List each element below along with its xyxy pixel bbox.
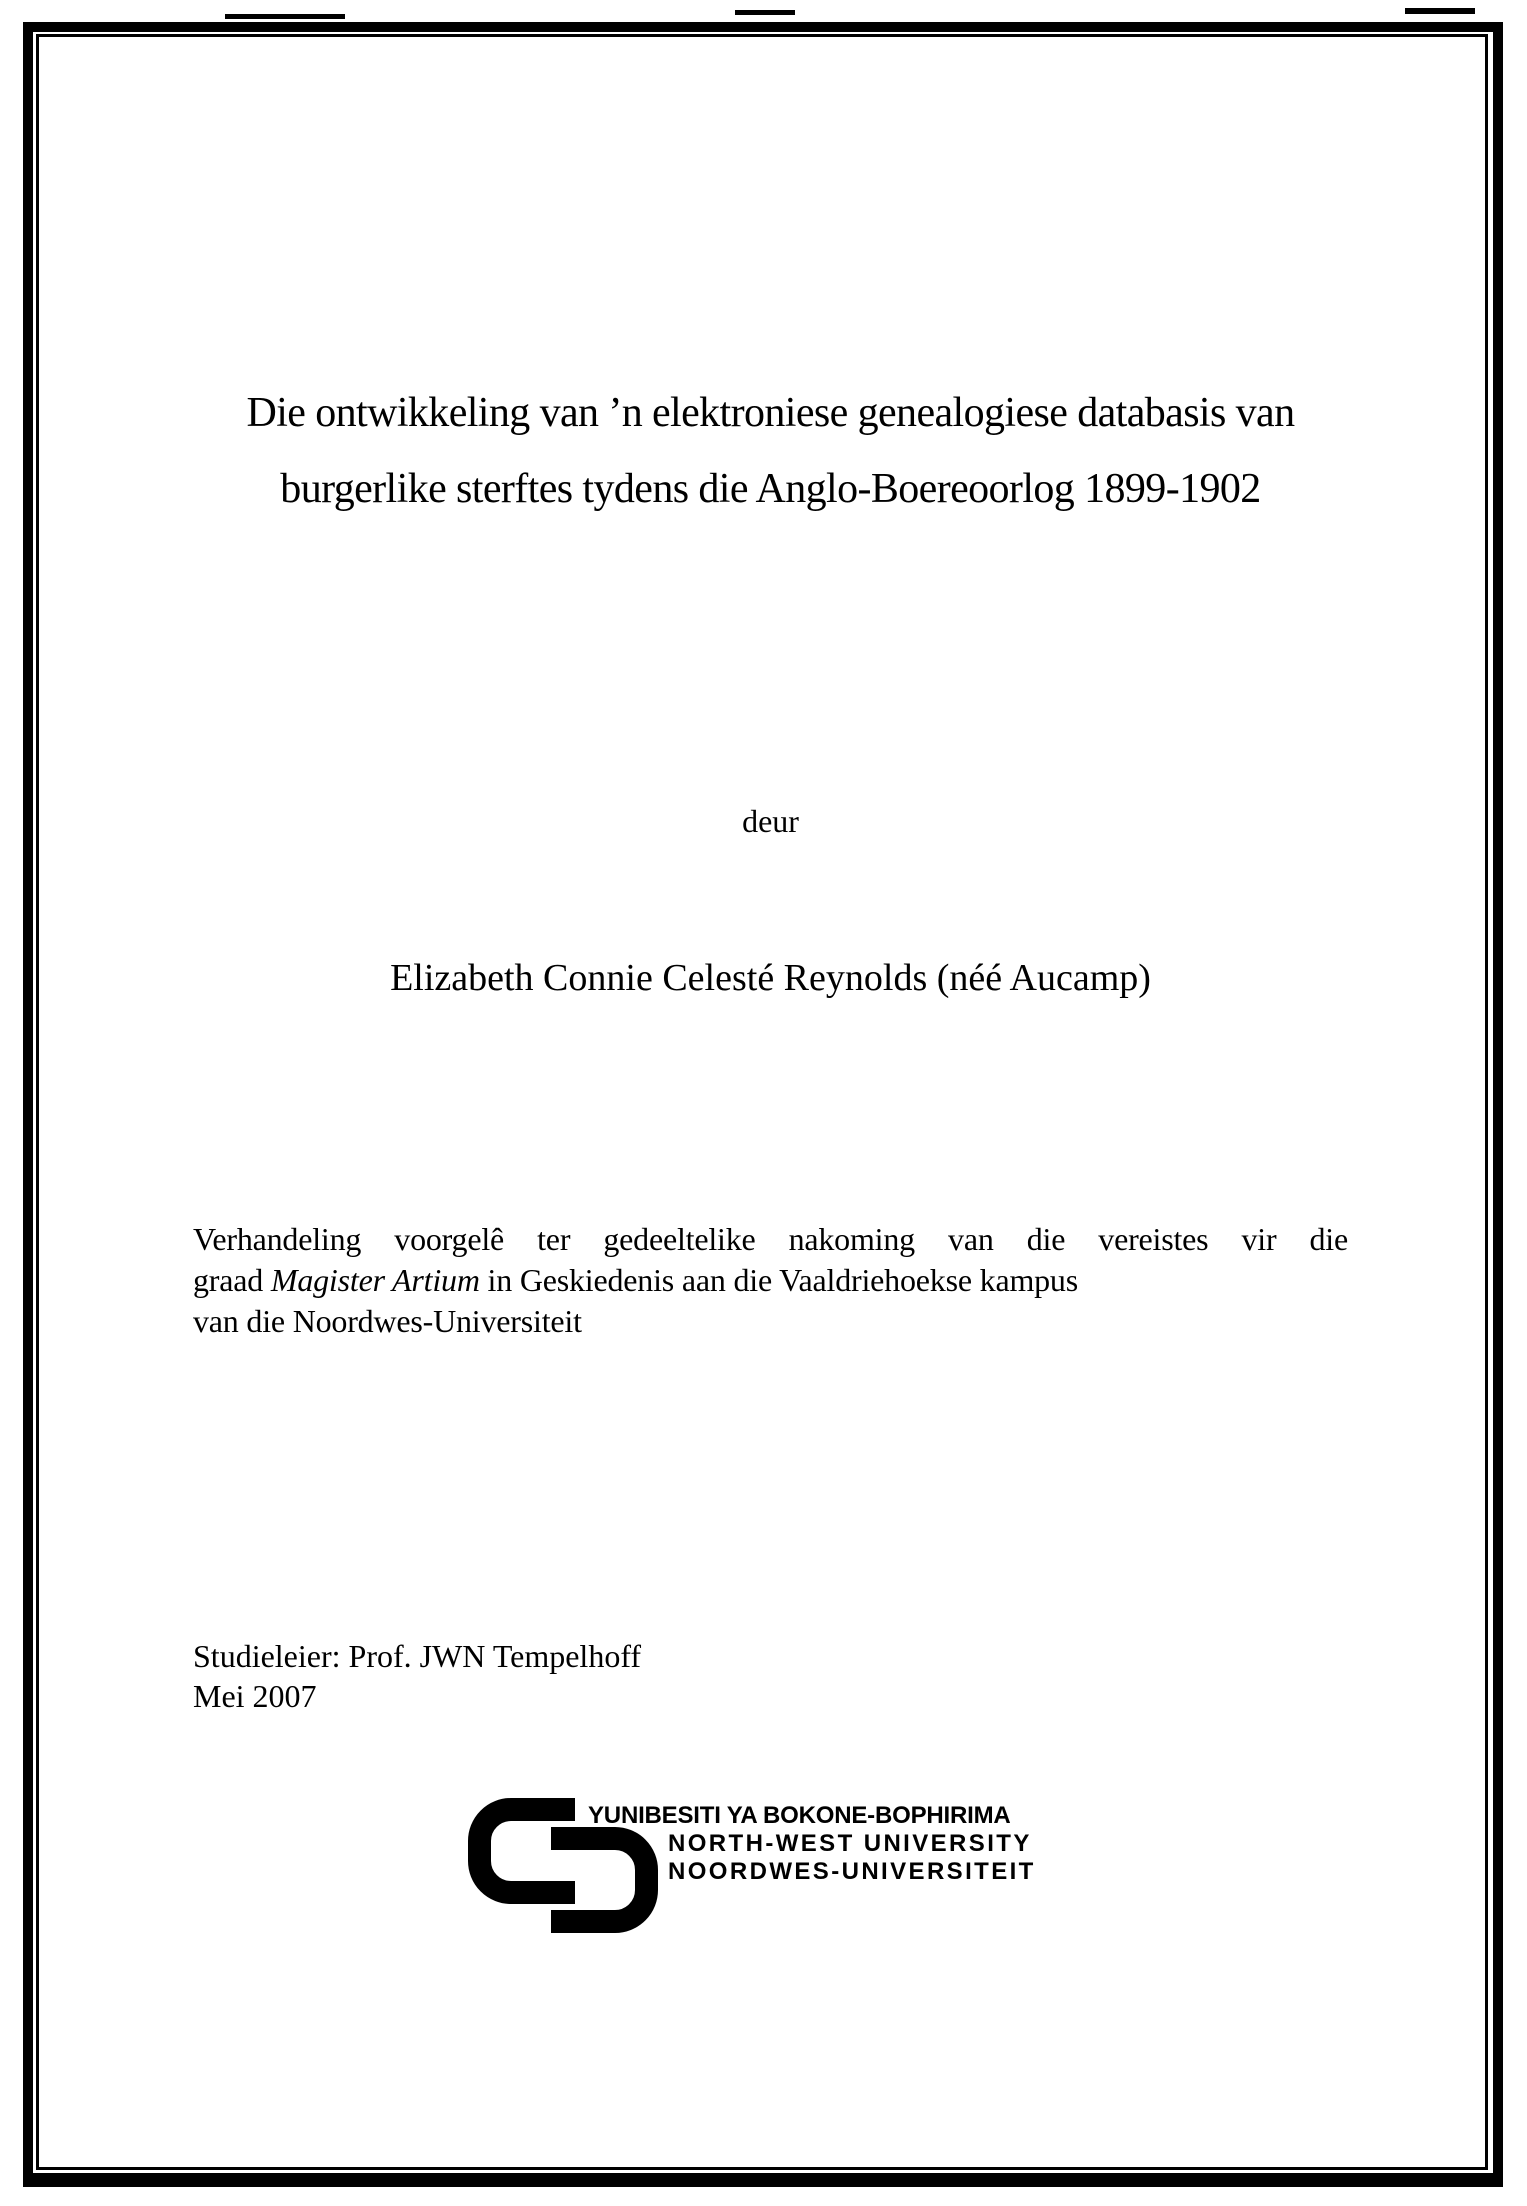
degree-name: Magister Artium — [270, 1262, 480, 1298]
title-line-1: Die ontwikkeling van ’n elektroniese genealogiese databasis van — [246, 390, 1295, 436]
statement-line-2 — [193, 1260, 1348, 1301]
submission-statement — [193, 1219, 1348, 1342]
supervisor-line: Studieleier: Prof. JWN Tempelhoff — [193, 1638, 642, 1674]
scan-artifact — [225, 14, 345, 19]
supervisor-block — [193, 1636, 1348, 1716]
scan-artifact — [735, 10, 795, 15]
statement-line-2-post: in Geskiedenis aan die Vaaldriehoekse kampus — [479, 1262, 1078, 1298]
statement-line-2-pre: graad — [193, 1262, 271, 1298]
scan-artifact — [1405, 8, 1475, 14]
date-line: Mei 2007 — [193, 1678, 317, 1714]
byline-deur: deur — [742, 803, 799, 839]
statement-line-3: van die Noordwes-Universiteit — [193, 1303, 582, 1339]
logo-left-link — [480, 1810, 576, 1893]
university-name-english: NORTH-WEST UNIVERSITY — [668, 1830, 1032, 1857]
author-name: Elizabeth Connie Celesté Reynolds (néé Aucamp) — [390, 957, 1151, 999]
university-name-afrikaans: NOORDWES-UNIVERSITEIT — [668, 1858, 1036, 1885]
statement-line-1: Verhandeling voorgelê ter gedeeltelike nakoming van die vereistes vir die — [193, 1221, 1348, 1257]
university-name-setswana: YUNIBESITI YA BOKONE-BOPHIRIMA — [588, 1802, 1011, 1829]
thesis-title — [193, 375, 1348, 527]
university-wordmark — [588, 1802, 1036, 1886]
title-line-2: burgerlike sterftes tydens die Anglo-Boereoorlog 1899-1902 — [280, 466, 1261, 512]
